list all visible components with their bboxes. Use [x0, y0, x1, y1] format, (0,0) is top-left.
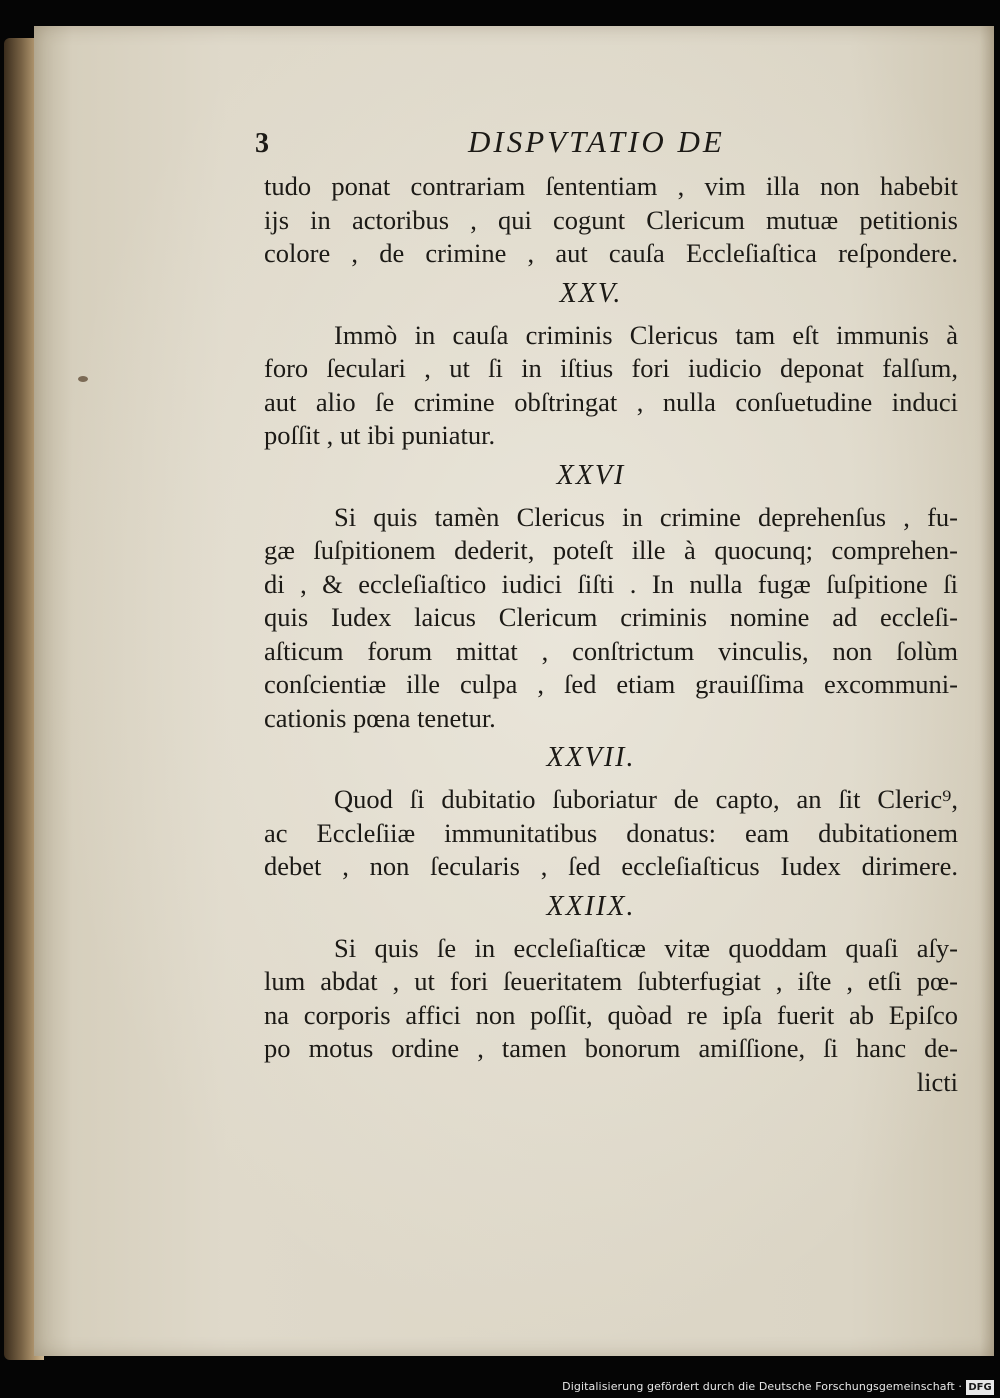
- catchword: licti: [916, 1066, 958, 1097]
- text-line: foro ſeculari , ut ſi in iſtius fori iudicio deponat falſum,: [264, 353, 958, 383]
- text-line: gæ ſuſpitionem dederit, poteſt ille à quocunq; comprehen-: [264, 535, 958, 565]
- text-line: po motus ordine , tamen bonorum amiſſione, ſi hanc de-: [264, 1033, 958, 1063]
- text-line: Si quis ſe in eccleſiaſticæ vitæ quoddam quaſi aſy-: [334, 932, 958, 963]
- text-line: di , & eccleſiaſtico iudici ſiſti . In nulla fugæ ſuſpitione ſi: [264, 568, 958, 599]
- text-line: aſticum forum mittat , conſtrictum vinculis, non ſolùm: [264, 635, 958, 666]
- text-line: ac Eccleſiiæ immunitatibus donatus: eam dubitationem: [264, 817, 958, 848]
- section-heading: XXVI: [556, 459, 626, 491]
- text-line: lum abdat , ut fori ſeueritatem ſubterfugiat , iſte , etſi pœ-: [264, 966, 958, 996]
- text-line: debet , non ſecularis , ſed eccleſiaſticus Iudex dirimere.: [264, 851, 958, 881]
- section-heading: XXV.: [559, 277, 623, 309]
- text-block: [264, 170, 958, 1099]
- text-line: quis Iudex laicus Clericum criminis nomine ad eccleſi-: [264, 602, 958, 632]
- section-heading: XXIIX.: [546, 890, 636, 922]
- text-line: Quod ſi dubitatio ſuboriatur de capto, an ſit Cleric⁹,: [334, 784, 958, 814]
- text-line: tudo ponat contrariam ſententiam , vim illa non habebit: [264, 171, 958, 201]
- text-line: ijs in actoribus , qui cogunt Clericum mutuæ petitionis: [264, 204, 958, 235]
- text-line: conſcientiæ ille culpa , ſed etiam grauiſſima excommuni-: [264, 669, 958, 699]
- dfg-logo: DFG: [966, 1380, 994, 1395]
- text-line: cationis pœna tenetur.: [264, 702, 496, 733]
- text-line: Si quis tamèn Clericus in crimine deprehenſus , fu-: [334, 501, 958, 532]
- running-head: DISPVTATIO DE: [468, 124, 725, 159]
- section-heading: XXVII.: [546, 742, 636, 773]
- page-edge-shadow: [980, 26, 994, 1356]
- text-line: poſſit , ut ibi puniatur.: [264, 420, 496, 450]
- text-line: Immò in cauſa criminis Clericus tam eſt immunis à: [334, 319, 958, 350]
- digitization-credit: Digitalisierung gefördert durch die Deutsche Forschungsgemeinschaft ·: [562, 1380, 962, 1393]
- text-line: aut alio ſe crimine obſtringat , nulla conſuetudine induci: [264, 386, 958, 417]
- text-line: na corporis affici non poſſit, quòad re ipſa fuerit ab Epiſco: [264, 999, 958, 1030]
- paper-speck: [78, 376, 88, 382]
- text-line: colore , de crimine , aut cauſa Eccleſiaſtica reſpondere.: [264, 238, 958, 268]
- page-number: 3: [255, 128, 269, 159]
